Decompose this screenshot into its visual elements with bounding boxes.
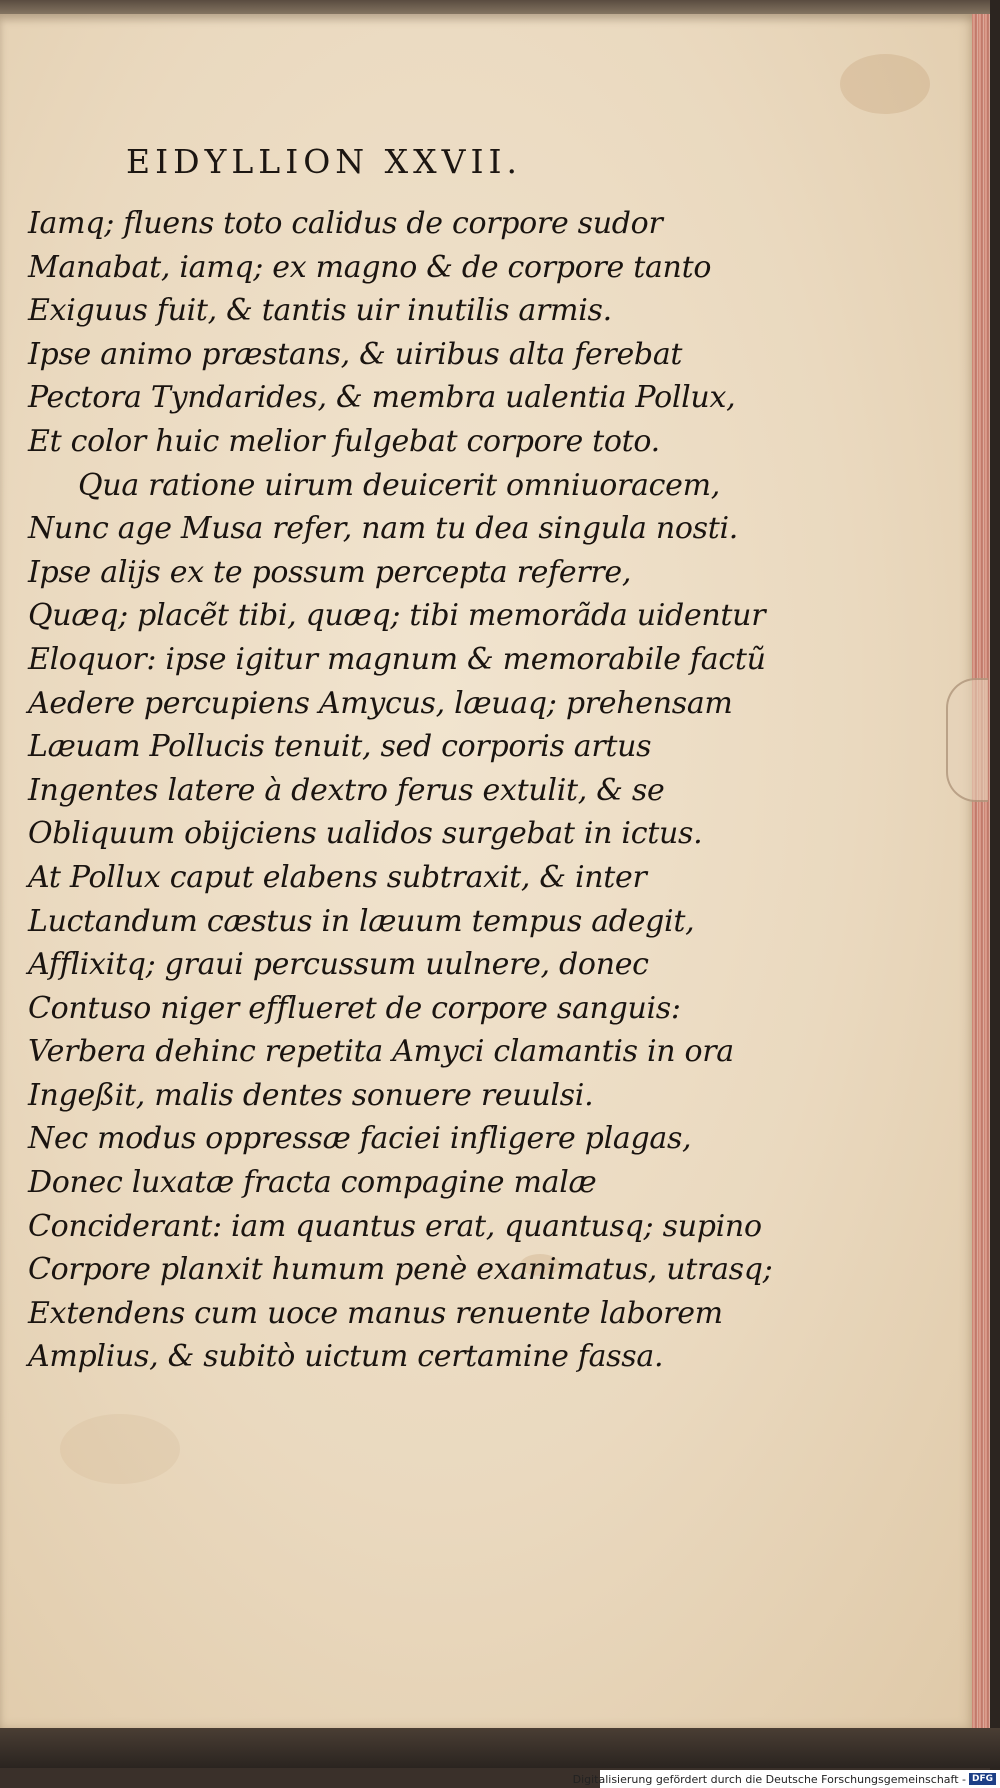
verse-line: Ipse alijs ex te possum percepta referre, <box>28 554 632 590</box>
verse-line: Aedere percupiens Amycus, læuaq; prehensam <box>28 685 733 721</box>
verse-line: Luctandum cæstus in læuum tempus adegit, <box>28 903 695 939</box>
verse-line: Corpore planxit humum penè exanimatus, utrasq; <box>28 1252 773 1288</box>
verse-line: Extendens cum uoce manus renuente laborem <box>28 1295 723 1331</box>
paper-stain <box>60 1414 180 1484</box>
scan-right-border <box>990 0 1000 1788</box>
verse-line: Et color huic melior fulgebat corpore toto. <box>28 423 660 459</box>
verse-line: Amplius, & subitò uictum certamine fassa. <box>28 1339 664 1375</box>
verse-line: Verbera dehinc repetita Amyci clamantis in ora <box>28 1034 734 1070</box>
verse-line: Conciderant: iam quantus erat, quantusq; supino <box>28 1208 762 1244</box>
bottom-page-edge <box>0 1728 1000 1768</box>
paper-stain <box>840 54 930 114</box>
verse-line: Obliquum obijciens ualidos surgebat in ictus. <box>28 816 703 852</box>
verse-text <box>28 202 773 1379</box>
verse-line: Afflixitq; graui percussum uulnere, donec <box>28 947 649 983</box>
dfg-logo: DFG <box>969 1773 996 1785</box>
verse-line: Eloquor: ipse igitur magnum & memorabile factũ <box>28 641 766 677</box>
verse-line: At Pollux caput elabens subtraxit, & inter <box>28 859 647 895</box>
verse-line: Ingentes latere à dextro ferus extulit, & se <box>28 772 665 808</box>
verse-line: Pectora Tyndarides, & membra ualentia Pollux, <box>28 380 736 416</box>
verse-line: Quæq; placẽt tibi, quæq; tibi memorãda uidentur <box>28 598 766 634</box>
verse-line: Ingeßit, malis dentes sonuere reuulsi. <box>28 1077 594 1113</box>
verse-line: Qua ratione uirum deuicerit omniuoracem, <box>78 467 720 503</box>
verse-line: Donec luxatæ fracta compagine malæ <box>28 1165 597 1201</box>
verse-line: Læuam Pollucis tenuit, sed corporis artus <box>28 729 652 765</box>
verse-line: Nec modus oppressæ faciei infligere plagas, <box>28 1121 692 1157</box>
verse-line: Manabat, iamq; ex magno & de corpore tanto <box>28 249 712 285</box>
verse-line: Contuso niger efflueret de corpore sanguis: <box>28 990 681 1026</box>
digitization-credit <box>572 1770 1000 1788</box>
verse-line: Exiguus fuit, & tantis uir inutilis armis. <box>28 293 612 329</box>
verse-line: Ipse animo præstans, & uiribus alta ferebat <box>28 336 683 372</box>
book-page <box>0 14 975 1728</box>
verse-line: Nunc age Musa refer, nam tu dea singula nosti. <box>28 511 739 547</box>
red-fore-edge <box>972 14 990 1728</box>
verse-line: Iamq; fluens toto calidus de corpore sudor <box>28 206 663 241</box>
page-heading: EIDYLLION XXVII. <box>126 142 523 181</box>
credit-text: Digitalisierung gefördert durch die Deutsche Forschungsgemeinschaft - <box>572 1772 966 1786</box>
page-tab-marker <box>946 678 988 802</box>
